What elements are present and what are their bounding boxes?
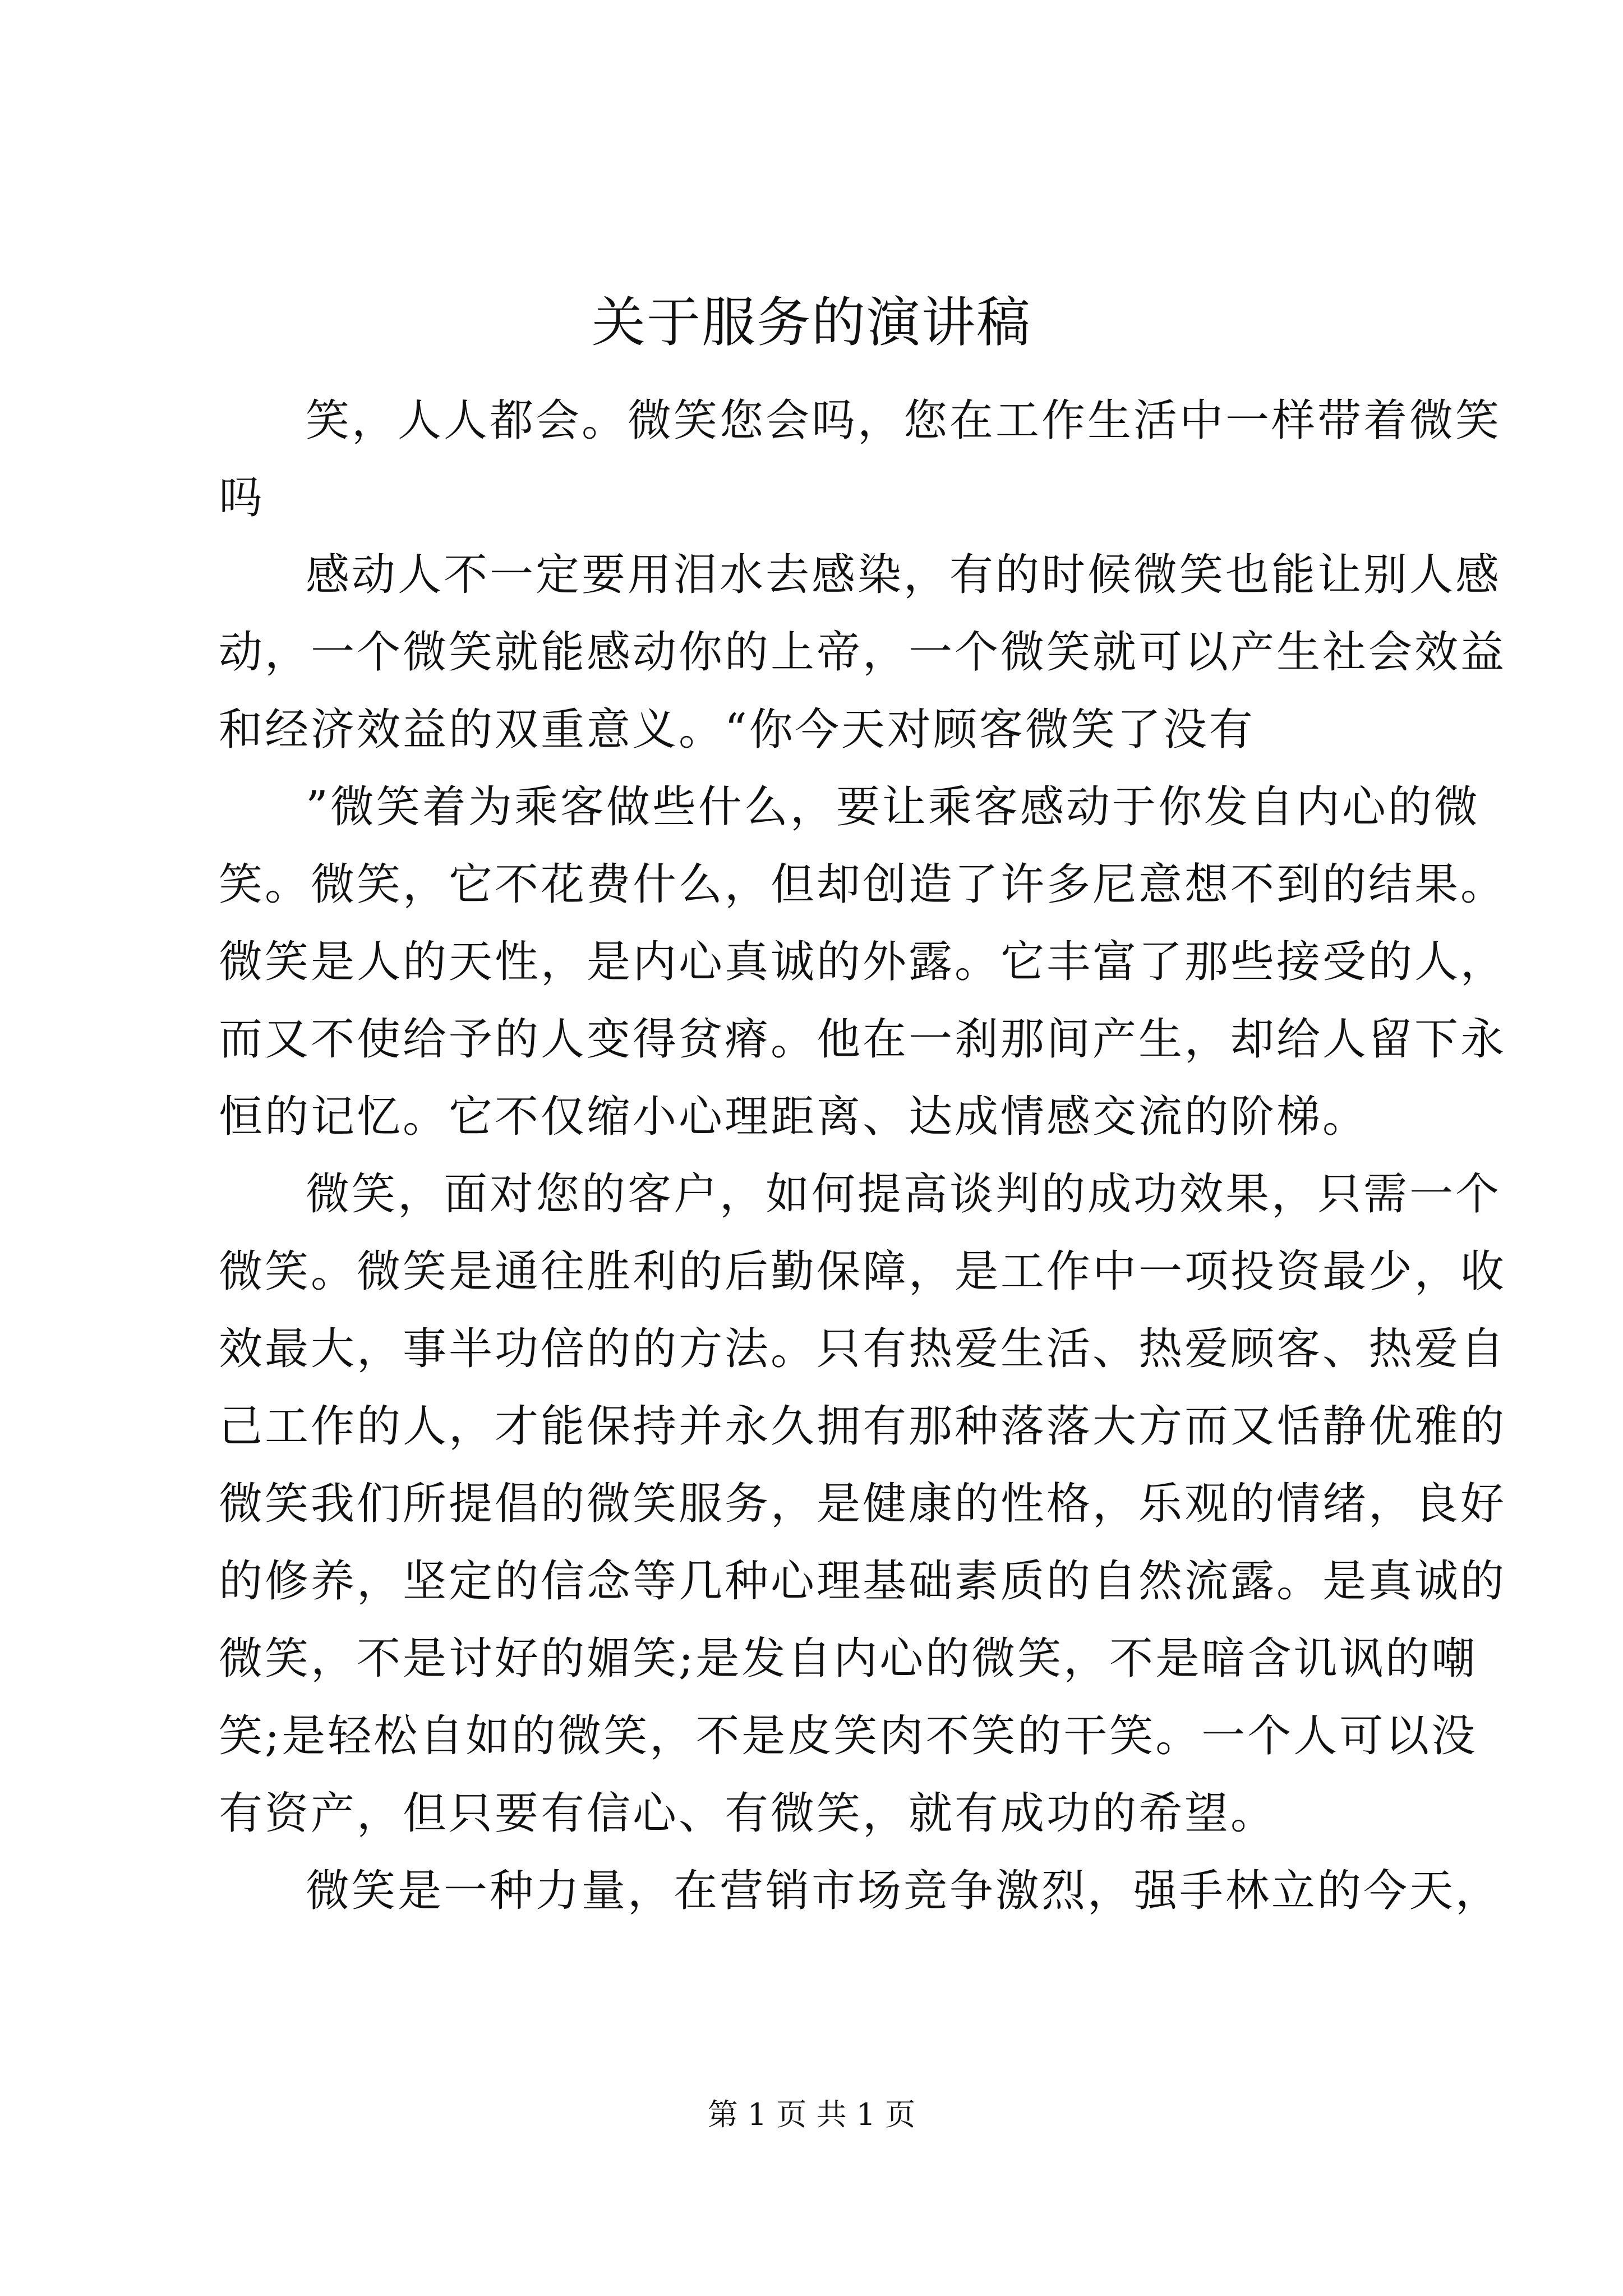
body-line: 吗 — [219, 473, 265, 523]
body-line: 恒的记忆。它不仅缩小心理距离、达成情感交流的阶梯。 — [219, 1092, 1369, 1142]
document-title: 关于服务的演讲稿 — [592, 291, 1031, 354]
body-line: 效最大，事半功倍的的方法。只有热爱生活、热爱顾客、热爱自 — [219, 1324, 1507, 1374]
body-line: 微笑。微笑是通往胜利的后勤保障，是工作中一项投资最少，收 — [219, 1246, 1507, 1297]
body-line: 感动人不一定要用泪水去感染，有的时候微笑也能让别人感 — [306, 550, 1502, 600]
body-line: 的修养，坚定的信念等几种心理基础素质的自然流露。是真诚的 — [219, 1556, 1507, 1607]
body-line: ”微笑着为乘客做些什么，要让乘客感动于你发自内心的微 — [306, 782, 1480, 832]
body-line: 和经济效益的双重意义。“你今天对顾客微笑了没有 — [219, 705, 1255, 755]
body-line: 微笑，不是讨好的媚笑;是发自内心的微笑，不是暗含讥讽的嘲 — [219, 1634, 1478, 1684]
body-line: 笑;是轻松自如的微笑，不是皮笑肉不笑的干笑。一个人可以没 — [219, 1711, 1478, 1761]
page-footer: 第 1 页 共 1 页 — [707, 2097, 916, 2132]
body-line: 笑。微笑，它不花费什么，但却创造了许多尼意想不到的结果。 — [219, 859, 1507, 910]
body-line: 微笑是人的天性，是内心真诚的外露。它丰富了那些接受的人， — [219, 937, 1507, 987]
body-line: 有资产，但只要有信心、有微笑，就有成功的希望。 — [219, 1788, 1277, 1839]
body-line: 动，一个微笑就能感动你的上帝，一个微笑就可以产生社会效益 — [219, 627, 1507, 678]
body-line: 而又不使给予的人变得贫瘠。他在一刹那间产生，却给人留下永 — [219, 1014, 1507, 1065]
body-line: 己工作的人，才能保持并永久拥有那种落落大方而又恬静优雅的 — [219, 1401, 1507, 1452]
body-line: 微笑我们所提倡的微笑服务，是健康的性格，乐观的情绪，良好 — [219, 1479, 1507, 1529]
body-line: 微笑，面对您的客户，如何提高谈判的成功效果，只需一个 — [306, 1169, 1502, 1220]
body-line: 微笑是一种力量，在营销市场竞争激烈，强手林立的今天， — [306, 1866, 1502, 1916]
body-line: 笑，人人都会。微笑您会吗，您在工作生活中一样带着微笑 — [306, 395, 1502, 446]
